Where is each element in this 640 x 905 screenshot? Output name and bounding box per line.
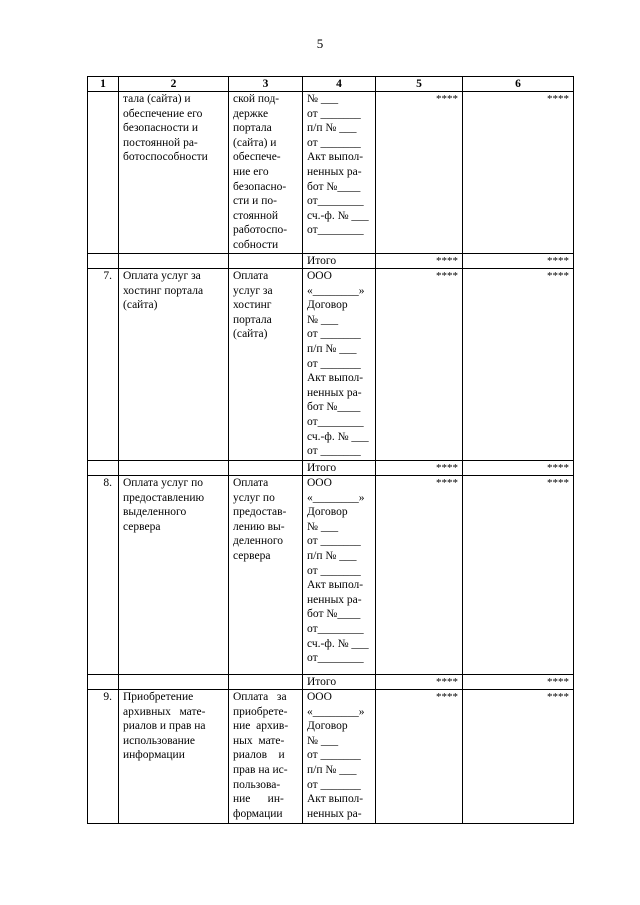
cell-line: информации	[123, 749, 185, 762]
cell-line: Договор	[307, 506, 348, 519]
subtotal-total: ****	[463, 461, 574, 476]
cell-line: «________»	[307, 491, 365, 504]
table-row	[88, 476, 574, 675]
cell-line: прав на ис-	[233, 763, 288, 776]
cell-line: (сайта)	[123, 299, 158, 312]
page-number: 5	[316, 36, 324, 51]
cell-line: сервера	[123, 520, 161, 533]
cell-line: п/п № ___	[307, 549, 357, 562]
total-cell: ****	[463, 476, 574, 675]
cell-line: деленного	[233, 535, 284, 548]
cell-line: ненных ра-	[307, 165, 362, 178]
cell-line: ненных ра-	[307, 593, 362, 606]
cell-line: тала (сайта) и	[123, 93, 191, 105]
payment-records-table	[87, 76, 574, 824]
cell-line: портала	[233, 122, 272, 135]
cell-line: безопасности и	[123, 122, 199, 135]
cell-line: предостав-	[233, 506, 287, 519]
cell-line: риалов и прав на	[123, 720, 206, 733]
cell-line: от________	[307, 224, 364, 237]
cell-line: Договор	[307, 299, 348, 312]
cell-line: сч.-ф. № ___	[307, 637, 369, 650]
cell-line: ской под-	[233, 93, 280, 105]
total-cell: ****	[463, 269, 574, 461]
expense-description-cell	[229, 269, 303, 461]
cell-line: п/п № ___	[307, 763, 357, 776]
cell-line: архивных мате-	[123, 705, 206, 718]
cell-line: работоспо-	[233, 224, 288, 237]
cell-line: бот №____	[307, 608, 361, 621]
cell-line: приобрете-	[233, 705, 288, 718]
cell-line: ООО	[307, 477, 332, 489]
subtotal-label: Итого	[303, 254, 376, 269]
subtotal-total: ****	[463, 675, 574, 690]
header-col-3: 3	[229, 77, 303, 92]
cell-line: от _______	[307, 328, 361, 341]
amount-cell: ****	[376, 269, 463, 461]
amount-cell: ****	[376, 690, 463, 824]
cell-line: Оплата за	[233, 691, 287, 703]
cell-line: пользова-	[233, 778, 281, 791]
item-name-cell	[119, 92, 229, 254]
cell-line: бот №____	[307, 401, 361, 414]
subtotal-amount: ****	[376, 254, 463, 269]
cell-line: формации	[233, 807, 283, 820]
subtotal-row	[88, 254, 574, 269]
header-col-1: 1	[88, 77, 119, 92]
amount-cell: ****	[376, 476, 463, 675]
cell-line: ние его	[233, 165, 269, 178]
cell-line: безопасно-	[233, 180, 287, 193]
cell-line: сч.-ф. № ___	[307, 430, 369, 443]
column-number-header-row	[88, 77, 574, 92]
cell-line: ных мате-	[233, 734, 285, 747]
cell-line: сти и по-	[233, 195, 277, 208]
expense-description-cell	[229, 92, 303, 254]
cell-line: услуг по	[233, 491, 275, 504]
cell-line: сч.-ф. № ___	[307, 209, 369, 222]
cell-line: п/п № ___	[307, 342, 357, 355]
item-name-cell	[119, 269, 229, 461]
cell-line: хостинг	[233, 299, 272, 312]
documents-cell	[303, 476, 376, 675]
cell-line: ние архив-	[233, 720, 289, 733]
cell-line: ООО	[307, 691, 332, 703]
cell-line: Оплата	[233, 270, 269, 282]
cell-line: от _______	[307, 107, 361, 120]
amount-cell: ****	[376, 92, 463, 254]
cell-line: хостинг портала	[123, 284, 204, 297]
cell-line: ботоспособности	[123, 151, 208, 164]
header-col-4: 4	[303, 77, 376, 92]
cell-line: от________	[307, 652, 364, 665]
cell-line: (сайта) и	[233, 136, 277, 149]
subtotal-label: Итого	[303, 675, 376, 690]
cell-line: обеспечение его	[123, 107, 203, 120]
cell-line: от _______	[307, 535, 361, 548]
subtotal-amount: ****	[376, 675, 463, 690]
cell-line: портала	[233, 313, 272, 326]
cell-line: от________	[307, 622, 364, 635]
cell-line: сервера	[233, 549, 271, 562]
row-number	[88, 92, 119, 254]
cell-line: использование	[123, 734, 196, 747]
cell-line: № ___	[307, 313, 339, 326]
expense-description-cell	[229, 690, 303, 824]
cell-line: «________»	[307, 284, 365, 297]
cell-line: Акт выпол-	[307, 793, 364, 806]
cell-line: предоставлению	[123, 491, 205, 504]
cell-line: Оплата услуг за	[123, 270, 201, 282]
documents-cell	[303, 690, 376, 824]
cell-line: от________	[307, 195, 364, 208]
table-row	[88, 92, 574, 254]
cell-line: стоянной	[233, 209, 279, 222]
cell-line: Акт выпол-	[307, 579, 364, 592]
cell-line: № ___	[307, 520, 339, 533]
total-cell: ****	[463, 92, 574, 254]
cell-line: бот №____	[307, 180, 361, 193]
subtotal-amount: ****	[376, 461, 463, 476]
cell-line: от________	[307, 415, 364, 428]
cell-line: № ___	[307, 93, 339, 105]
expense-description-cell	[229, 476, 303, 675]
documents-cell	[303, 92, 376, 254]
cell-line: ненных ра-	[307, 807, 362, 820]
cell-line: Договор	[307, 720, 348, 733]
cell-line: Оплата	[233, 477, 269, 489]
cell-line: обеспече-	[233, 151, 281, 164]
cell-line: «________»	[307, 705, 365, 718]
cell-line: от _______	[307, 749, 361, 762]
table-row	[88, 269, 574, 461]
cell-line: от _______	[307, 136, 361, 149]
cell-line: от _______	[307, 564, 361, 577]
header-col-2: 2	[119, 77, 229, 92]
total-cell: ****	[463, 690, 574, 824]
cell-line: от _______	[307, 778, 361, 791]
cell-line: лению вы-	[233, 520, 285, 533]
row-number: 9.	[88, 690, 119, 824]
cell-line: ние ин-	[233, 793, 284, 806]
subtotal-row	[88, 675, 574, 690]
item-name-cell	[119, 690, 229, 824]
row-number: 7.	[88, 269, 119, 461]
row-number: 8.	[88, 476, 119, 675]
cell-line: выделенного	[123, 506, 187, 519]
cell-line: Приобретение	[123, 691, 194, 703]
item-name-cell	[119, 476, 229, 675]
cell-line: держке	[233, 107, 269, 120]
cell-line: ООО	[307, 270, 332, 282]
subtotal-label: Итого	[303, 461, 376, 476]
header-col-5: 5	[376, 77, 463, 92]
cell-line: (сайта)	[233, 328, 268, 341]
cell-line: от _______	[307, 357, 361, 370]
cell-line: ненных ра-	[307, 386, 362, 399]
cell-line: риалов и	[233, 749, 285, 762]
table-row	[88, 690, 574, 824]
subtotal-total: ****	[463, 254, 574, 269]
cell-line: Акт выпол-	[307, 372, 364, 385]
cell-line: собности	[233, 238, 279, 251]
subtotal-row	[88, 461, 574, 476]
documents-cell	[303, 269, 376, 461]
header-col-6: 6	[463, 77, 574, 92]
cell-line: от _______	[307, 445, 361, 458]
cell-line: п/п № ___	[307, 122, 357, 135]
cell-line: постоянной ра-	[123, 136, 198, 149]
cell-line: № ___	[307, 734, 339, 747]
cell-line: Акт выпол-	[307, 151, 364, 164]
cell-line: Оплата услуг по	[123, 477, 203, 489]
cell-line: услуг за	[233, 284, 273, 297]
